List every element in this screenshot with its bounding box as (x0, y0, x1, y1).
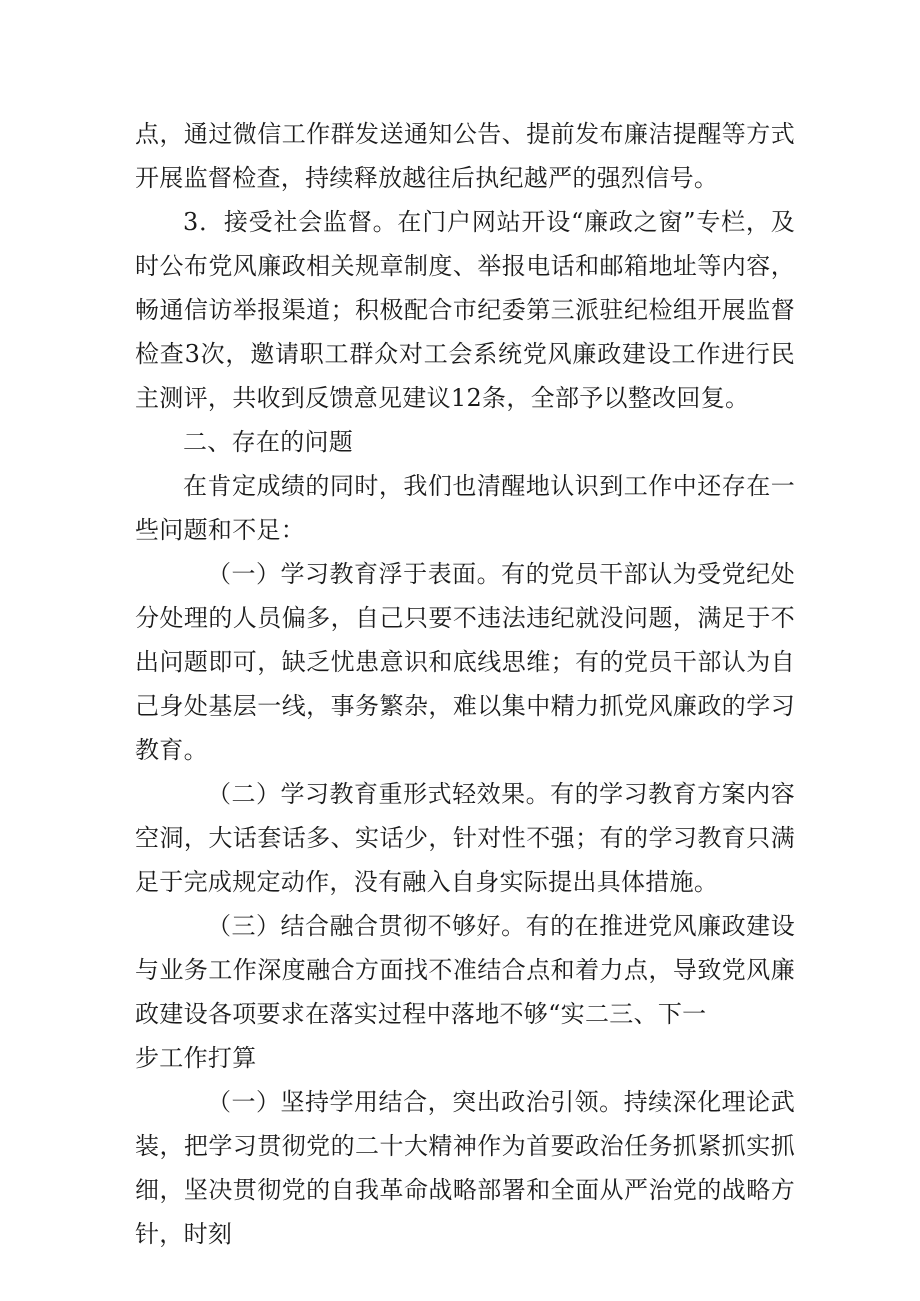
paragraph-plan-1: （一）坚持学用结合，突出政治引领。持续深化理论武装，把学习贯彻党的二十大精神作为首要政治任务抓紧抓实抓细，坚决贯彻党的自我革命战略部署和全面从严治党的战略方针，时刻 (135, 1088, 795, 1248)
paragraph-problem-2: （二）学习教育重形式轻效果。有的学习教育方案内容空洞，大话套话多、实话少，针对性不强；有的学习教育只满足于完成规定动作，没有融入自身实际提出具体措施。 (135, 780, 795, 896)
section-heading-problems: 二、存在的问题 (183, 428, 354, 456)
paragraph-problem-1: （一）学习教育浮于表面。有的党员干部认为受党纪处分处理的人员偏多，自己只要不违法违纪就没问题，满足于不出问题即可，缺乏忧患意识和底线思维；有的党员干部认为自己身处基层一线，事务繁杂，难以集中精力抓党风廉政的学习教育。 (135, 560, 795, 764)
paragraph-problems-intro: 在肯定成绩的同时，我们也清醒地认识到工作中还存在一些问题和不足： (135, 472, 795, 544)
document-body (135, 112, 795, 1256)
paragraph-problem-3: （三）结合融合贯彻不够好。有的在推进党风廉政建设与业务工作深度融合方面找不准结合点和着力点，导致党风廉政建设各项要求在落实过程中落地不够“实二三、下一 (135, 912, 795, 1028)
paragraph-continuation: 点，通过微信工作群发送通知公告、提前发布廉洁提醒等方式开展监督检查，持续释放越往后执纪越严的强烈信号。 (135, 120, 795, 192)
section-heading-next-steps: 步工作打算 (135, 1044, 257, 1072)
paragraph-social-supervision: 3．接受社会监督。在门户网站开设“廉政之窗”专栏，及时公布党风廉政相关规章制度、举报电话和邮箱地址等内容，畅通信访举报渠道；积极配合市纪委第三派驻纪检组开展监督检查3次，邀请职工群众对工会系统党风廉政建设工作进行民主测评，共收到反馈意见建议12条，全部予以整改回复。 (135, 208, 795, 412)
